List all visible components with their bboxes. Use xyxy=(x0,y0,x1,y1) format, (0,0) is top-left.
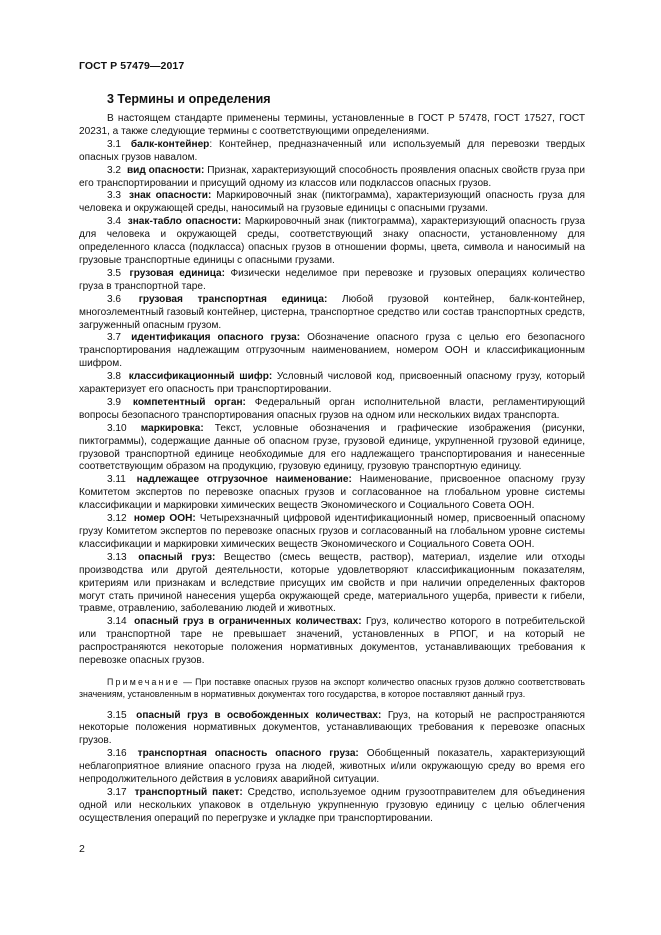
page-number: 2 xyxy=(79,843,85,855)
term-name: номер ООН: xyxy=(133,513,196,525)
term-text: Условный числовой код, присвоенный опасному грузу, который характеризует его опасность при транспортировании. xyxy=(79,371,586,396)
term-definition xyxy=(79,710,585,749)
term-text: : Контейнер, предназначенный или используемый для перевозки твердых опасных грузов навалом. xyxy=(79,138,585,163)
term-name: знак-табло опасности: xyxy=(127,216,242,228)
term-number: 3.5 xyxy=(107,267,122,279)
term-text: Груз, количество которого в потребительской или транспортной таре не превышает значений, установленных в РПОГ, и на который не распространяются некоторые положения нормативных документов, устанавливающих требования к перевозке опасных грузов. xyxy=(79,616,585,667)
term-definition xyxy=(79,294,585,333)
term-number: 3.3 xyxy=(107,190,122,202)
term-text: Средство, используемое одним грузоотправителем для объединения одной или нескольких упаковок в отдельную укрупненную грузовую единицу с целью облегчения осуществления операций по перегрузке и укладке при транспортировании. xyxy=(79,787,585,824)
term-name: опасный груз: xyxy=(138,551,216,563)
terms-list-a xyxy=(79,139,585,668)
term-text: Маркировочный знак (пиктограмма), характеризующий опасность груза для человека и окружающей среды, наносимый на грузовые единицы с опасными грузами. xyxy=(79,190,585,215)
document-header: ГОСТ Р 57479—2017 xyxy=(79,60,185,72)
term-text: Любой грузовой контейнер, балк-контейнер, многоэлементный газовый контейнер, цистерна, транспортное средство или состав транспортных средств, загруженный опасным грузом. xyxy=(79,293,585,331)
term-text: Федеральный орган исполнительной власти, регламентирующий вопросы безопасного транспортирования опасных грузов на одном или нескольких видах транспорта. xyxy=(79,396,585,421)
term-definition xyxy=(79,139,585,165)
term-definition xyxy=(79,371,585,397)
term-name: грузовая единица: xyxy=(129,267,226,279)
term-number: 3.7 xyxy=(107,332,122,344)
term-name: надлежащее отгрузочное наименование: xyxy=(136,474,352,486)
term-definition xyxy=(79,748,585,787)
term-text: Четырехзначный цифровой идентификационный номер, присвоенный опасному грузу Комитетом экспертов по перевозке опасных грузов и согласованный на глобальном уровне системы классификации и маркировки химических веществ Экономического и Социального Совета ООН. xyxy=(79,513,585,550)
term-name: вид опасности: xyxy=(126,164,205,176)
term-name: идентификация опасного груза: xyxy=(131,332,301,344)
term-name: балк-контейнер xyxy=(130,138,210,150)
term-name: знак опасности: xyxy=(128,190,212,202)
term-number: 3.13 xyxy=(107,551,127,563)
term-number: 3.8 xyxy=(107,371,122,383)
term-text: Обобщенный показатель, характеризующий неблагоприятное влияние опасного груза на людей, животных и/или окружающую среду во время его непродолжительного действия в условиях аварийной ситуации. xyxy=(79,748,585,786)
term-name: классификационный шифр: xyxy=(128,371,273,383)
term-name: грузовая транспортная единица: xyxy=(138,293,328,305)
term-text: Признак, характеризующий способность проявления опасных свойств груза при его транспортировании и присущий одному из классов или подклассов опасных грузов. xyxy=(79,164,585,189)
term-name: компетентный орган: xyxy=(132,396,246,408)
term-definition xyxy=(79,423,585,475)
term-number: 3.6 xyxy=(107,293,122,305)
term-definition xyxy=(79,165,585,191)
term-name: транспортная опасность опасного груза: xyxy=(137,748,359,760)
term-text: Маркировочный знак (пиктограмма), характеризующий опасность груза для человека и окружающей среды, соответствующий знаку опасности, установленному для определенного класса (подкласса) опасных грузов в отношении формы, цвета, символа и наносимый на грузовые транспортные единицы с опасными грузами. xyxy=(79,216,585,266)
term-number: 3.2 xyxy=(107,164,122,176)
note-label: Примечание xyxy=(107,676,180,687)
term-text: Обозначение опасного груза с целью его безопасного транспортирования надлежащим отгрузочным наименованием, номером ООН и классификационным шифром. xyxy=(79,332,585,370)
term-definition xyxy=(79,552,585,617)
term-number: 3.9 xyxy=(107,396,122,408)
note-paragraph xyxy=(79,677,585,701)
term-text: Вещество (смесь веществ, раствор), материал, изделие или отходы производства или другой деятельности, которые удовлетворяют классификационным показателям, критериям или признакам и вследствие присущих им свойств и при наличии определенных факторов могут стать причиной нанесения ущерба окружающей среде, материального ущерба, привести к гибели, травме, отравлению, заболеванию людей и животных. xyxy=(79,551,586,615)
term-number: 3.1 xyxy=(107,138,122,150)
note-text: — При поставке опасных грузов на экспорт количество опасных грузов должно соответствовать значениям, установленным в нормативных документах того государства, в которое поставляют данный груз. xyxy=(79,676,585,699)
section-title: 3 Термины и определения xyxy=(107,92,271,106)
term-number: 3.16 xyxy=(107,748,127,760)
term-definition xyxy=(79,216,585,268)
term-definition xyxy=(79,474,585,513)
term-definition xyxy=(79,190,585,216)
term-definition xyxy=(79,397,585,423)
term-name: маркировка: xyxy=(140,422,204,434)
intro-paragraph: В настоящем стандарте применены термины, установленные в ГОСТ Р 57478, ГОСТ 17527, ГОСТ 20231, а также следующие термины с соответствующими определениями. xyxy=(79,113,585,137)
term-number: 3.14 xyxy=(107,616,127,628)
term-definition xyxy=(79,616,585,668)
term-name: опасный груз в освобожденных количествах: xyxy=(136,709,382,721)
term-number: 3.4 xyxy=(107,216,122,228)
term-definition xyxy=(79,787,585,826)
term-number: 3.12 xyxy=(107,513,127,525)
term-number: 3.15 xyxy=(107,709,127,721)
term-text: Физически неделимое при перевозке и грузовых операциях количество груза в транспортной таре. xyxy=(79,267,585,292)
term-name: транспортный пакет: xyxy=(134,787,243,798)
term-number: 3.11 xyxy=(107,474,126,486)
terms-list-b xyxy=(79,710,585,826)
term-definition xyxy=(79,513,585,552)
term-number: 3.17 xyxy=(107,787,127,798)
term-text: Груз, на который не распространяются некоторые положения нормативных документов, устанавливающих требования к перевозке опасных грузов. xyxy=(79,709,585,747)
document-body xyxy=(79,113,585,826)
term-text: Наименование, присвоенное опасному грузу Комитетом экспертов по перевозке опасных грузов и согласованное на глобальном уровне системы классификации и маркировки химических веществ Экономического и Социального Совета ООН. xyxy=(79,474,585,512)
term-definition xyxy=(79,332,585,371)
term-text: Текст, условные обозначения и графические изображения (рисунки, пиктограммы), содержащие данные об опасном грузе, грузовой единице, укрупненной грузовой единице, грузовой транспортной единице необходимые для его надлежащего транспортирования и нанесенные соответствующим образом на продукцию, грузовую единицу, грузовую транспортную единицу. xyxy=(79,422,585,473)
term-definition xyxy=(79,268,585,294)
term-name: опасный груз в ограниченных количествах: xyxy=(134,616,362,628)
term-number: 3.10 xyxy=(107,422,127,434)
